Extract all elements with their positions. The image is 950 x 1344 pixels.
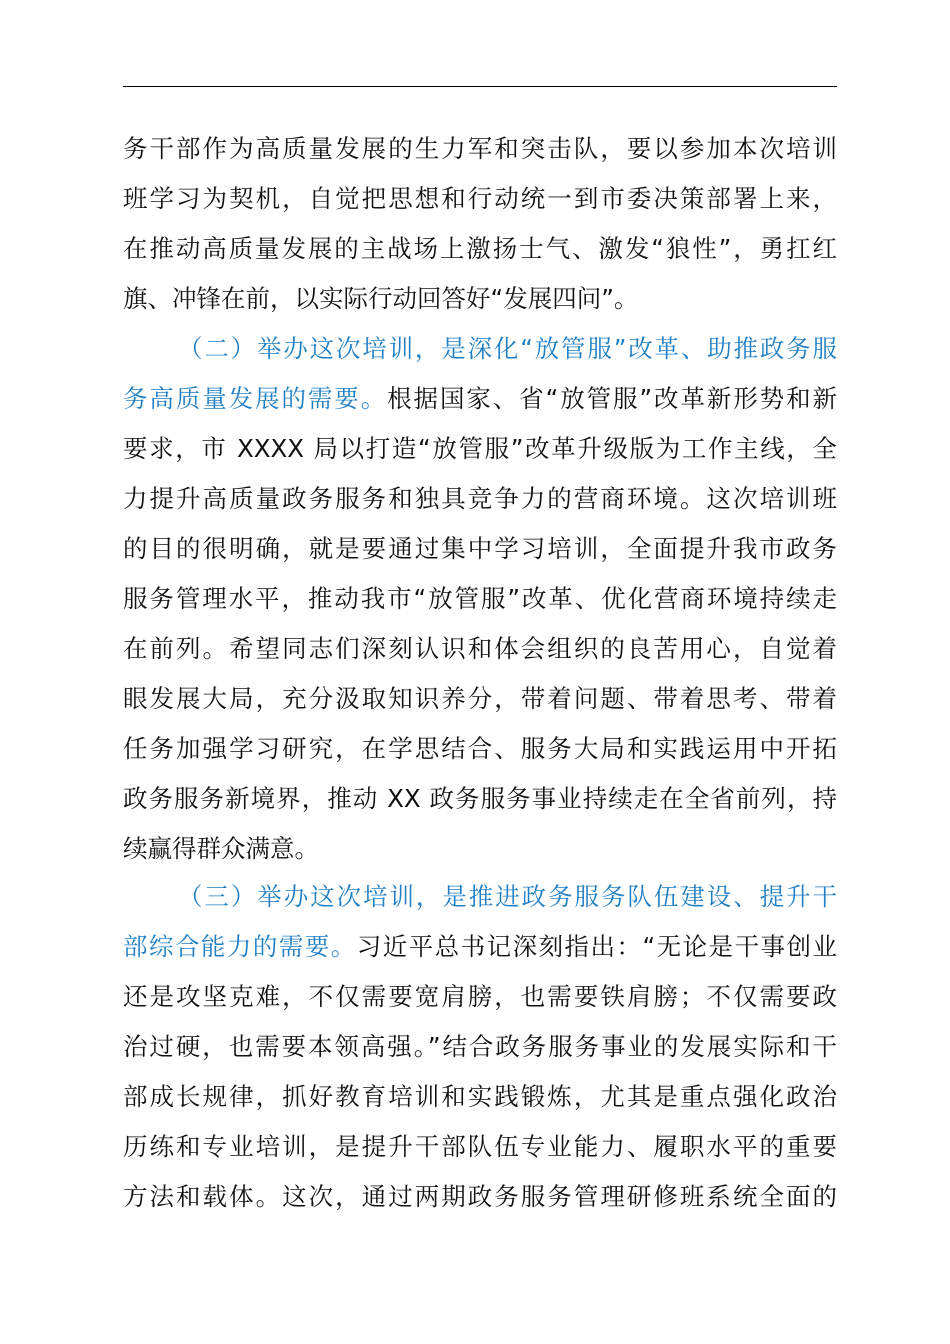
text-line: 部成长规律，抓好教育培训和实践锻炼，尤其是重点强化政治 (123, 1082, 837, 1111)
text-line: 在前列。希望同志们深刻认识和体会组织的良苦用心，自觉着 (123, 634, 837, 663)
text-line: 眼发展大局，充分汲取知识养分，带着问题、带着思考、带着 (123, 684, 837, 713)
text-line: 政务服务新境界，推动 XX 政务服务事业持续走在全省前列，持 (123, 784, 837, 813)
text-line: 历练和专业培训，是提升干部队伍专业能力、履职水平的重要 (123, 1132, 837, 1161)
text-line: 任务加强学习研究，在学思结合、服务大局和实践运用中开拓 (123, 734, 837, 763)
text-line: 方法和载体。这次，通过两期政务服务管理研修班系统全面的 (123, 1182, 837, 1211)
text-line: 力提升高质量政务服务和独具竞争力的营商环境。这次培训班 (123, 484, 837, 513)
text-line: 续赢得群众满意。 (123, 834, 319, 863)
text-line: 班学习为契机，自觉把思想和行动统一到市委决策部署上来， (123, 184, 837, 213)
text-line: 的目的很明确，就是要通过集中学习培训，全面提升我市政务 (123, 534, 837, 563)
text-line: 治过硬，也需要本领高强。”结合政务服务事业的发展实际和干 (123, 1032, 837, 1061)
text-line: 还是攻坚克难，不仅需要宽肩膀，也需要铁肩膀；不仅需要政 (123, 982, 837, 1011)
text-line: 务高质量发展的需要。根据国家、省“放管服”改革新形势和新 (123, 384, 838, 413)
section-heading-line: （三）举办这次培训，是推进政务服务队伍建设、提升干 (178, 882, 837, 911)
text-line: 在推动高质量发展的主战场上激扬士气、激发“狼性”，勇扛红 (123, 234, 837, 263)
header-divider (123, 86, 837, 87)
section-heading-tail: 部综合能力的需要。 (123, 932, 357, 961)
text-line: 旗、冲锋在前，以实际行动回答好“发展四问”。 (123, 284, 639, 313)
text-line: 要求，市 XXXX 局以打造“放管服”改革升级版为工作主线，全 (123, 434, 837, 463)
section-heading-tail: 务高质量发展的需要。 (123, 384, 388, 413)
text-line: 务干部作为高质量发展的生力军和突击队，要以参加本次培训 (123, 134, 837, 163)
text-line: 服务管理水平，推动我市“放管服”改革、优化营商环境持续走 (123, 584, 837, 613)
section-heading-line: （二）举办这次培训，是深化“放管服”改革、助推政务服 (178, 334, 837, 363)
text-line: 部综合能力的需要。习近平总书记深刻指出：“无论是干事创业 (123, 932, 837, 961)
